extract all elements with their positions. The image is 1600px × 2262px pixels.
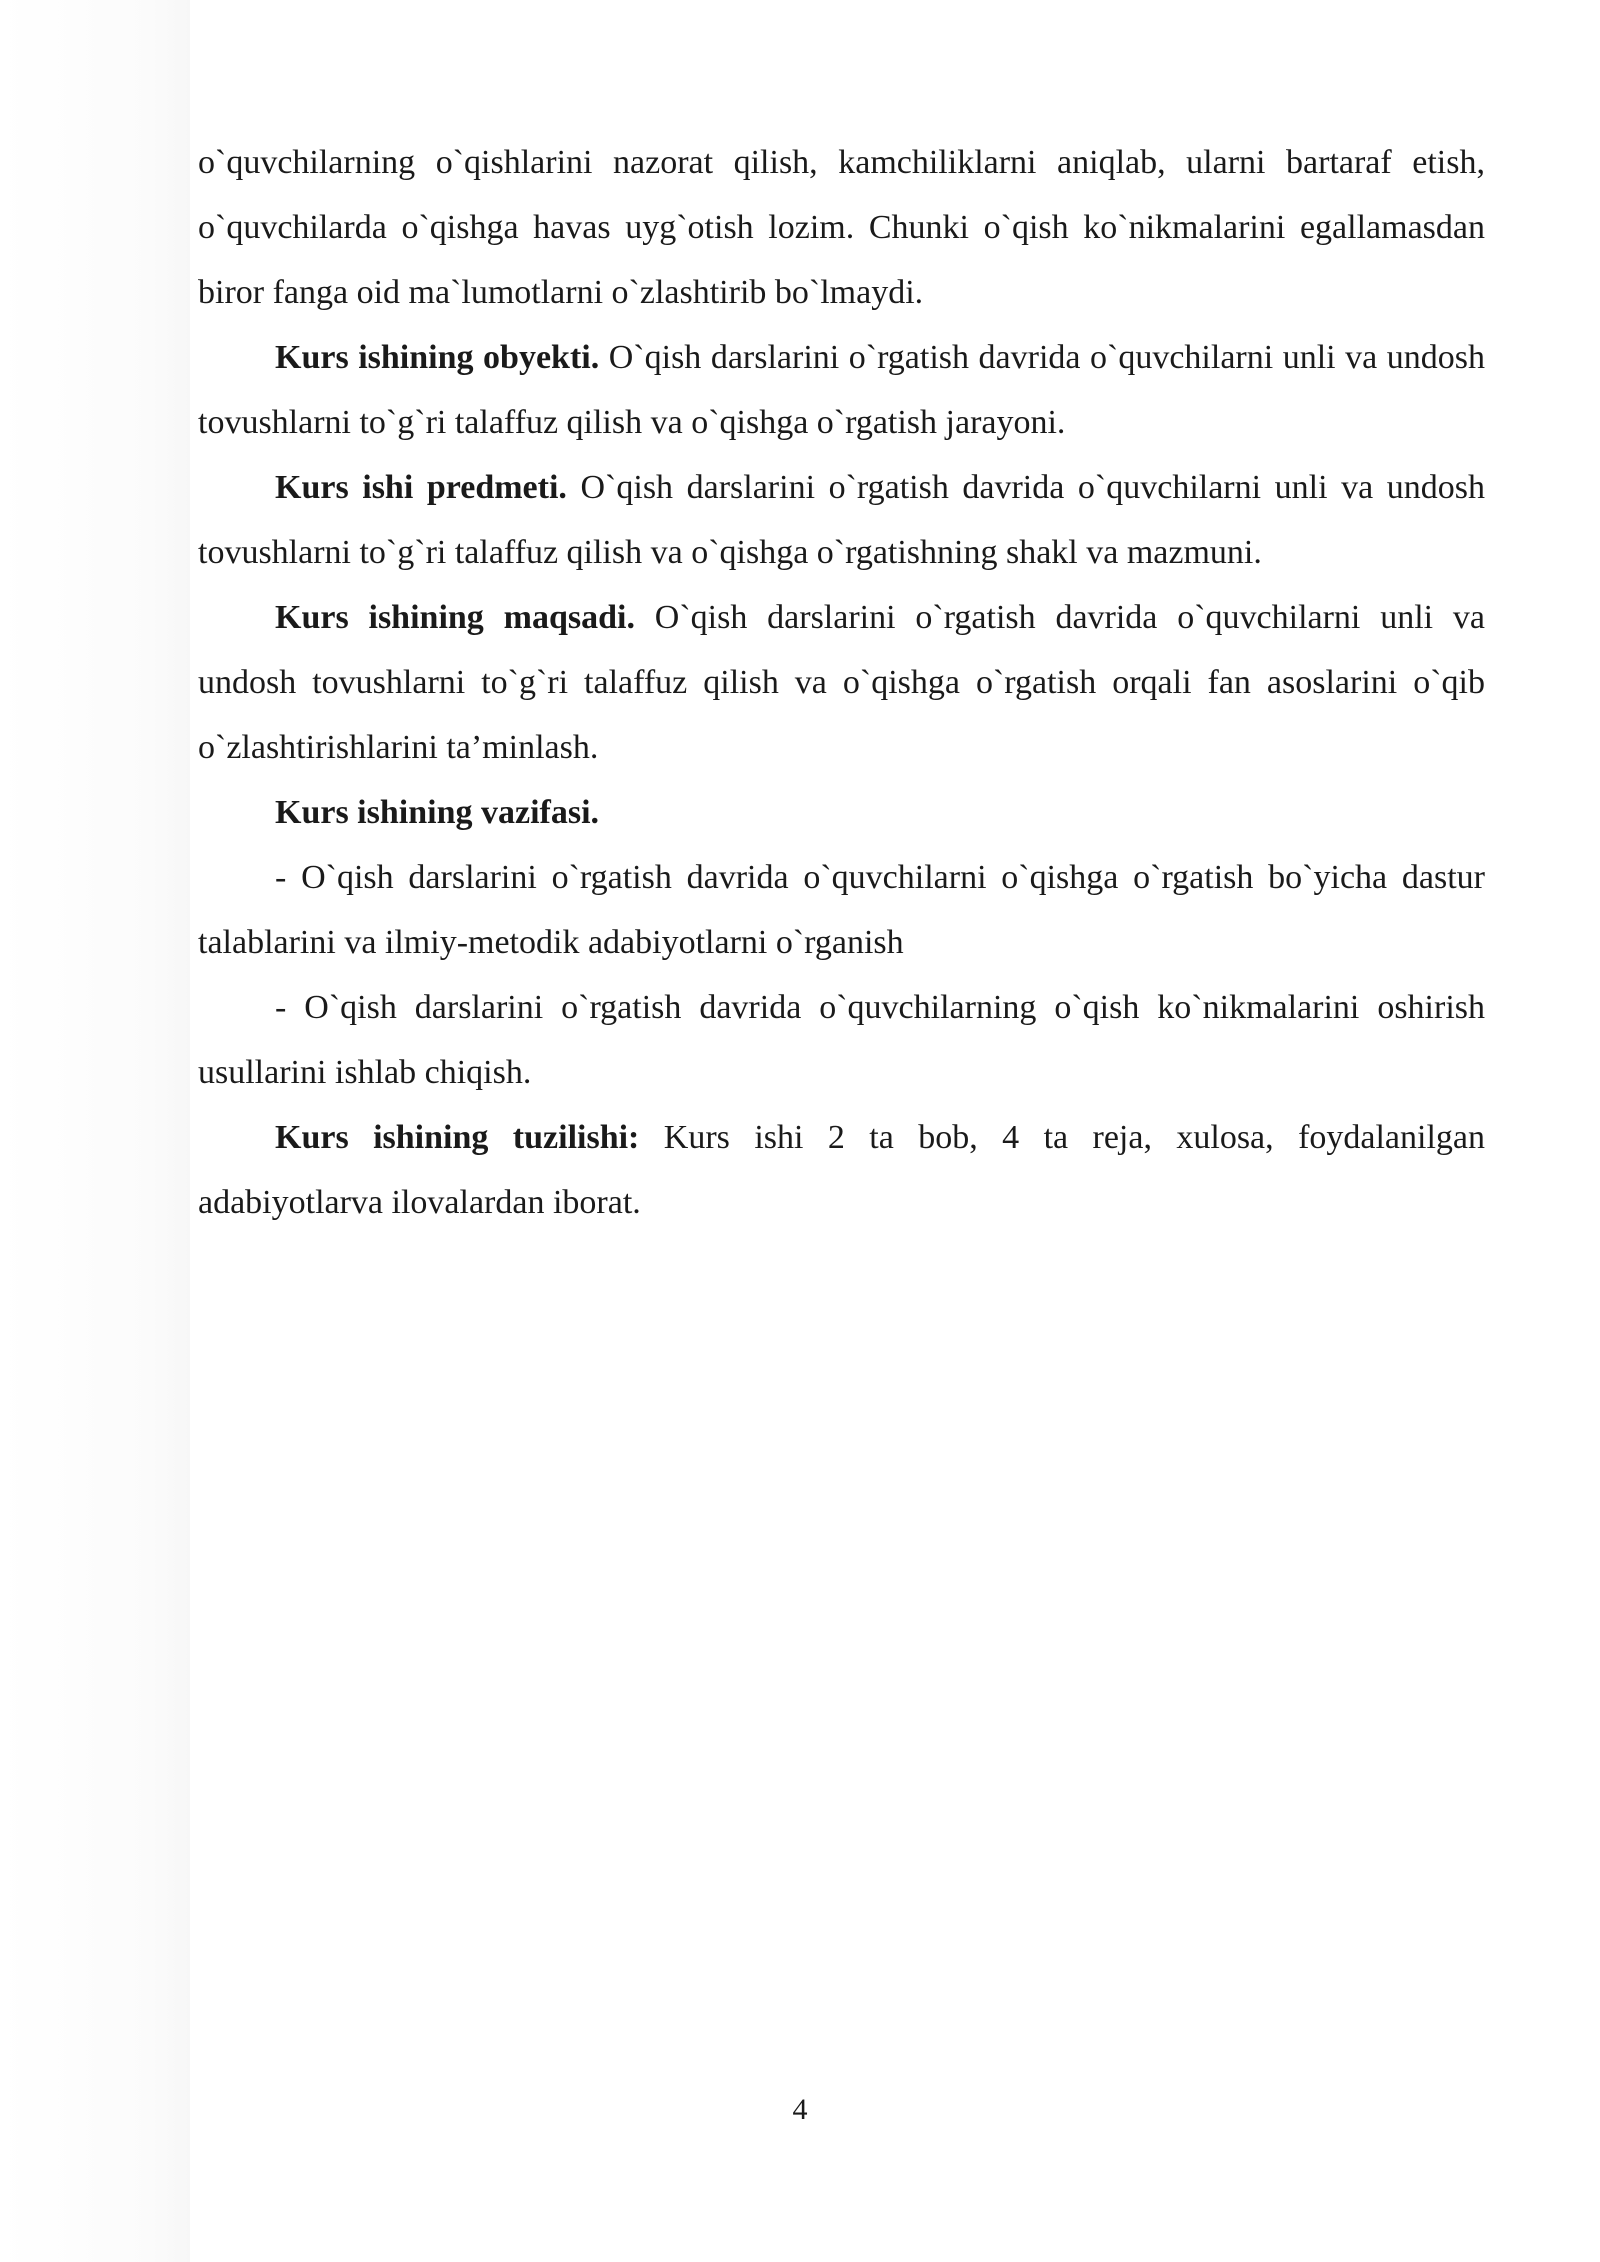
structure-heading: Kurs ishining tuzilishi: bbox=[275, 1119, 640, 1156]
document-body bbox=[198, 130, 1485, 1235]
intro-paragraph bbox=[198, 130, 1485, 325]
object-paragraph bbox=[198, 325, 1485, 455]
tasks-heading: Kurs ishining vazifasi. bbox=[275, 794, 600, 831]
page-number: 4 bbox=[792, 2093, 808, 2126]
subject-paragraph bbox=[198, 455, 1485, 585]
structure-text: Kurs ishi 2 ta bob, 4 ta reja, xulosa, foydalanilgan adabiyotlarva ilovalardan iborat. bbox=[198, 1119, 1486, 1221]
goal-text: O`qish darslarini o`rgatish davrida o`quvchilarni unli va undosh tovushlarni to`g`ri talaffuz qilish va o`qishga o`rgatish orqali fan asoslarini o`qib o`zlashtirishlarini ta’minlash. bbox=[198, 599, 1486, 766]
task-1-text: - O`qish darslarini o`rgatish davrida o`quvchilarni o`qishga o`rgatish bo`yicha dastur talablarini va ilmiy-metodik adabiyotlarni o`rganish bbox=[198, 859, 1485, 961]
tasks-paragraph bbox=[198, 780, 1485, 845]
page-edge-shading bbox=[0, 0, 190, 2262]
goal-heading: Kurs ishining maqsadi. bbox=[275, 599, 635, 636]
object-heading: Kurs ishining obyekti. bbox=[275, 339, 600, 376]
task-2-text: - O`qish darslarini o`rgatish davrida o`quvchilarning o`qish ko`nikmalarini oshirish usullarini ishlab chiqish. bbox=[198, 989, 1485, 1091]
structure-paragraph bbox=[198, 1105, 1485, 1235]
object-text: O`qish darslarini o`rgatish davrida o`quvchilarni unli va undosh tovushlarni to`g`ri talaffuz qilish va o`qishga o`rgatish jarayoni. bbox=[198, 339, 1485, 441]
task-item bbox=[198, 845, 1485, 975]
goal-paragraph bbox=[198, 585, 1485, 780]
subject-text: O`qish darslarini o`rgatish davrida o`quvchilarni unli va undosh tovushlarni to`g`ri talaffuz qilish va o`qishga o`rgatishning shakl va mazmuni. bbox=[198, 469, 1485, 571]
task-item bbox=[198, 975, 1485, 1105]
subject-heading: Kurs ishi predmeti. bbox=[275, 469, 567, 506]
intro-text: o`quvchilarning o`qishlarini nazorat qilish, kamchiliklarni aniqlab, ularni bartaraf etish, o`quvchilarda o`qishga havas uyg`otish lozim. Chunki o`qish ko`nikmalarini egallamasdan biror fanga oid ma`lumotlarni o`zlashtirib bo`lmaydi. bbox=[198, 144, 1485, 311]
